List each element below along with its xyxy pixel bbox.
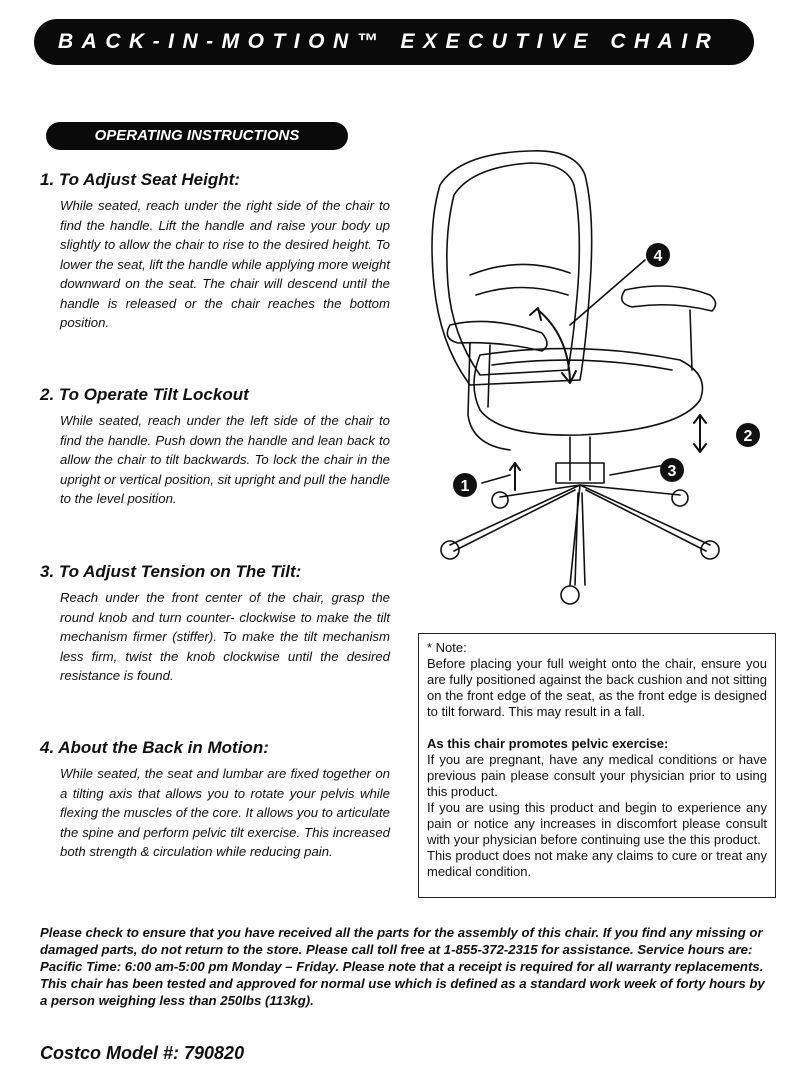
note-heading: As this chair promotes pelvic exercise: [427, 736, 669, 751]
section-heading: 4. About the Back in Motion: [40, 738, 269, 757]
document-title: BACK-IN-MOTION™ EXECUTIVE CHAIR [34, 19, 754, 65]
note-paragraph: If you are using this product and begin to experience any pain or notice any increases in discomfort please consult with your physician before continuing use the this product. [427, 800, 767, 847]
section-heading: 3. To Adjust Tension on The Tilt: [40, 562, 302, 581]
note-paragraph: If you are pregnant, have any medical conditions or have previous pain please consult your physician prior to using this product. [427, 752, 767, 799]
section-body: While seated, the seat and lumbar are fixed together on a tilting axis that allows you to rotate your pelvis while flexing the muscles of the core. It allows you to articulate the spine and perform pelvic tilt exercise. This increased both strength & circulation while reducing pain. [60, 766, 390, 859]
callout-label: 2 [743, 428, 753, 445]
callout-4 [646, 243, 670, 267]
section-body: Reach under the front center of the chair, grasp the round knob and turn counter- clockwise to make the tilt mechanism firmer (stiffer). To make the tilt mechanism less firm, twist the knob clockwise until the desired resistance is found. [60, 590, 390, 683]
callout-label: 3 [667, 463, 677, 480]
section-heading: 1. To Adjust Seat Height: [40, 170, 240, 189]
callout-label: 4 [653, 248, 663, 265]
section-seat-height [40, 170, 390, 333]
safety-note [418, 633, 776, 898]
section-body: While seated, reach under the left side of the chair to find the handle. Push down the handle and lean back to allow the chair to tilt backwards. To lock the chair in the upright or vertical position, sit upright and pull the handle to the level position. [60, 413, 390, 506]
model-number: Costco Model #: 790820 [40, 1043, 245, 1063]
callout-2 [736, 423, 760, 447]
section-heading: 2. To Operate Tilt Lockout [40, 385, 249, 404]
callout-1 [453, 473, 477, 497]
callout-label: 1 [460, 478, 470, 495]
note-label: * Note: [427, 640, 467, 655]
section-tilt-tension [40, 562, 390, 686]
callout-3 [660, 458, 684, 482]
note-paragraph: This product does not make any claims to cure or treat any medical condition. [427, 848, 767, 879]
parts-notice: Please check to ensure that you have received all the parts for the assembly of this chair. If you find any missing or damaged parts, do not return to the store. Please call toll free at 1-855-372-2315 for assistance. Service hours are: Pacific Time: 6:00 am-5:00 pm Monday – Friday. Please note that a receipt is required for all warranty replacements. This chair has been tested and approved for normal use which is defined as a standard work week of forty hours by a person weighing less than 250lbs (113kg). [40, 925, 765, 1008]
section-back-in-motion [40, 738, 390, 862]
chair-diagram [410, 145, 780, 625]
section-body: While seated, reach under the right side of the chair to find the handle. Lift the handle and raise your body up slightly to allow the chair to rise to the desired height. To lower the seat, lift the handle while applying more weight downward on the seat. The chair will descend until the handle is released or the chair reaches the bottom position. [60, 198, 390, 330]
section-banner: OPERATING INSTRUCTIONS [46, 122, 348, 150]
note-paragraph: Before placing your full weight onto the chair, ensure you are fully positioned against the back cushion and not sitting on the front edge of the seat, as the front edge is designed to tilt forward. This may result in a fall. [427, 656, 767, 719]
section-tilt-lockout [40, 385, 390, 509]
